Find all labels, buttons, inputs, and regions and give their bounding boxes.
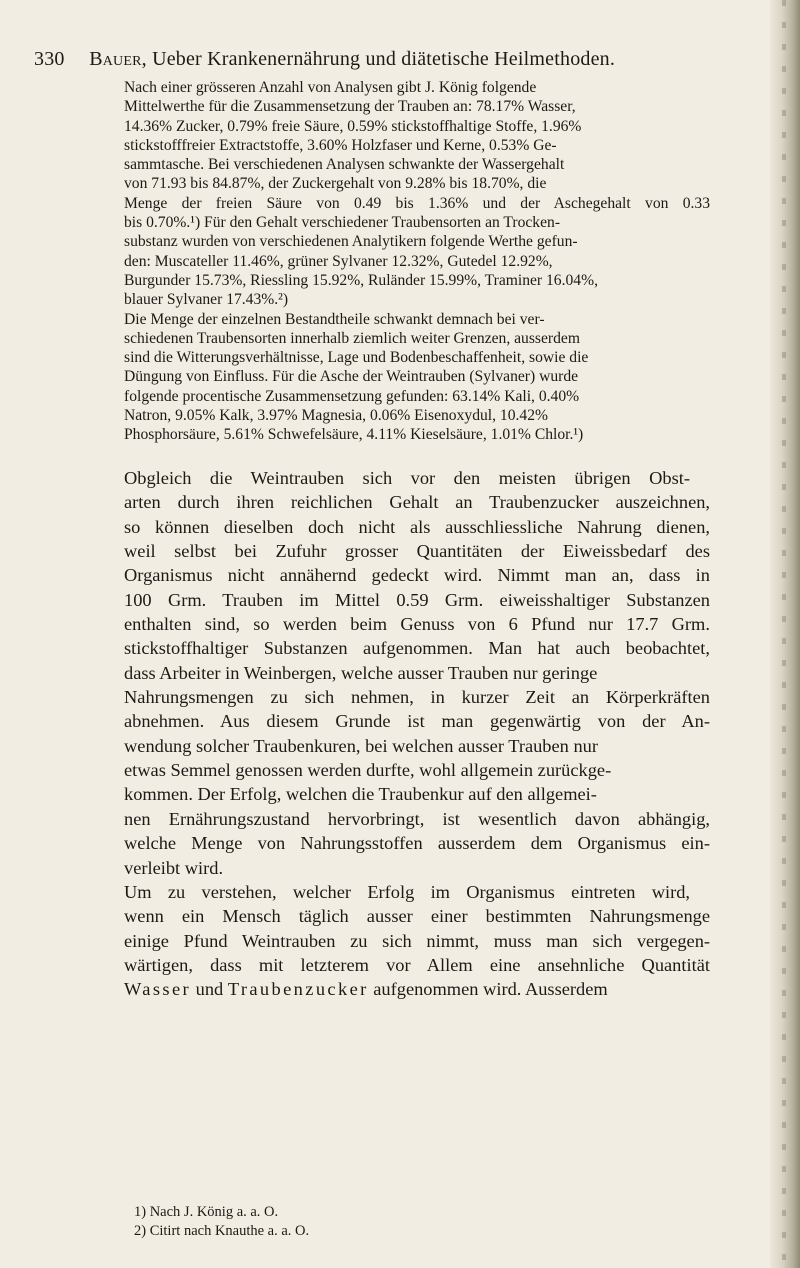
text-line-spaced (104, 977, 710, 1001)
text-line: so können dieselben doch nicht als ausschliessliche Nahrung dienen, (124, 516, 710, 537)
text-line: stickstofffreier Extractstoffe, 3.60% Holzfaser und Kerne, 0.53% Ge- (124, 136, 557, 154)
paragraph-grape-nutrition (104, 466, 710, 880)
running-header (34, 48, 724, 71)
text-line: wenn ein Mensch täglich ausser einer bestimmten Nahrungsmenge (124, 906, 711, 927)
text-line: Nach einer grösseren Anzahl von Analysen gibt J. König folgende (124, 79, 537, 96)
header-author: Bauer, (89, 48, 147, 70)
text-line: sind die Witterungsverhältnisse, Lage und Bodenbeschaffenheit, sowie die (124, 349, 589, 367)
footnote-2: 2) Citirt nach Knauthe a. a. O. (134, 1223, 310, 1239)
text-line: den: Muscateller 11.46%, grüner Sylvaner 12.32%, Gutedel 12.92%, (124, 252, 553, 270)
text-line: Organismus nicht annähernd gedeckt wird. Nimmt man an, dass in (124, 565, 710, 586)
page-edge-binding (770, 0, 800, 1268)
text-line: Natron, 9.05% Kalk, 3.97% Magnesia, 0.06% Eisenoxydul, 10.42% (124, 407, 548, 425)
page-number: 330 (34, 48, 65, 70)
text-line: schiedenen Traubensorten innerhalb ziemlich weiter Grenzen, ausserdem (124, 329, 580, 347)
paragraph-grape-analysis (104, 78, 710, 310)
text-line: Burgunder 15.73%, Riessling 15.92%, Ruländer 15.99%, Traminer 16.04%, (124, 271, 598, 289)
text-line: nen Ernährungszustand hervorbringt, ist wesentlich davon abhängig, (124, 808, 711, 829)
text-line: dass Arbeiter in Weinbergen, welche ausser Trauben nur geringe (124, 662, 598, 683)
text-line: Menge der freien Säure von 0.49 bis 1.36% und der Aschegehalt von 0.33 (124, 194, 711, 212)
spaced-word-traubenzucker: Traubenzucker (227, 979, 369, 1000)
text-line: stickstoffhaltiger Substanzen aufgenommen. Man hat auch beobachtet, (124, 638, 710, 659)
spaced-word-wasser: Wasser (124, 979, 192, 1000)
text-line: wärtigen, dass mit letzterem vor Allem eine ansehnliche Quantität (124, 954, 710, 975)
text-line: abnehmen. Aus diesem Grunde ist man gegenwärtig von der An- (124, 711, 710, 732)
text-line: weil selbst bei Zufuhr grosser Quantitäten der Eiweissbedarf des (124, 541, 710, 562)
text-line: Nahrungsmengen zu sich nehmen, in kurzer Zeit an Körperkräften (124, 687, 710, 708)
text-line: etwas Semmel genossen werden durfte, wohl allgemein zurückge- (124, 760, 612, 781)
text-line: arten durch ihren reichlichen Gehalt an Traubenzucker auszeichnen, (124, 492, 711, 513)
page-edge-shadow (782, 0, 786, 1268)
text-line: Obgleich die Weintrauben sich vor den meisten übrigen Obst- (124, 468, 690, 488)
text-line: blauer Sylvaner 17.43%.²) (124, 291, 289, 309)
header-title: Ueber Krankenernährung und diätetische Heilmethoden. (152, 48, 616, 70)
text-line: einige Pfund Weintrauben zu sich nimmt, muss man sich vergegen- (124, 930, 711, 951)
text-line: Um zu verstehen, welcher Erfolg im Organismus eintreten wird, (124, 881, 691, 902)
main-text-section (104, 466, 710, 1002)
text-line: Die Menge der einzelnen Bestandtheile schwankt demnach bei ver- (124, 310, 545, 328)
text-line: von 71.93 bis 84.87%, der Zuckergehalt von 9.28% bis 18.70%, die (124, 175, 547, 193)
paragraph-ash-composition (104, 310, 710, 445)
text-line: wendung solcher Traubenkuren, bei welchen ausser Trauben nur (124, 735, 598, 756)
text-line: verleibt wird. (124, 857, 224, 878)
text-line: welche Menge von Nahrungsstoffen ausserdem dem Organismus ein- (124, 833, 710, 854)
text-line: Phosphorsäure, 5.61% Schwefelsäure, 4.11% Kieselsäure, 1.01% Chlor.¹) (124, 426, 584, 444)
text-line: folgende procentische Zusammensetzung gefunden: 63.14% Kali, 0.40% (124, 387, 580, 405)
paragraph-grape-cure (104, 880, 710, 1002)
text-line: kommen. Der Erfolg, welchen die Traubenkur auf den allgemei- (124, 784, 597, 805)
text-fragment: aufgenommen wird. Ausserdem (368, 979, 608, 1000)
footnotes (134, 1203, 309, 1241)
footnote-1: 1) Nach J. König a. a. O. (134, 1204, 279, 1220)
text-line: bis 0.70%.¹) Für den Gehalt verschiedener Traubensorten an Trocken- (124, 214, 561, 232)
text-fragment: und (191, 979, 228, 1000)
text-line: enthalten sind, so werden beim Genuss von 6 Pfund nur 17.7 Grm. (124, 614, 710, 635)
text-line: sammtasche. Bei verschiedenen Analysen schwankte der Wassergehalt (124, 156, 565, 174)
text-line: substanz wurden von verschiedenen Analytikern folgende Werthe gefun- (124, 233, 578, 251)
text-line: 100 Grm. Trauben im Mittel 0.59 Grm. eiweisshaltiger Substanzen (124, 589, 710, 610)
small-print-section (104, 78, 710, 445)
text-line: Mittelwerthe für die Zusammensetzung der Trauben an: 78.17% Wasser, (124, 98, 576, 116)
text-line: Düngung von Einfluss. Für die Asche der Weintrauben (Sylvaner) wurde (124, 368, 579, 386)
text-line: 14.36% Zucker, 0.79% freie Säure, 0.59% stickstoffhaltige Stoffe, 1.96% (124, 117, 582, 135)
